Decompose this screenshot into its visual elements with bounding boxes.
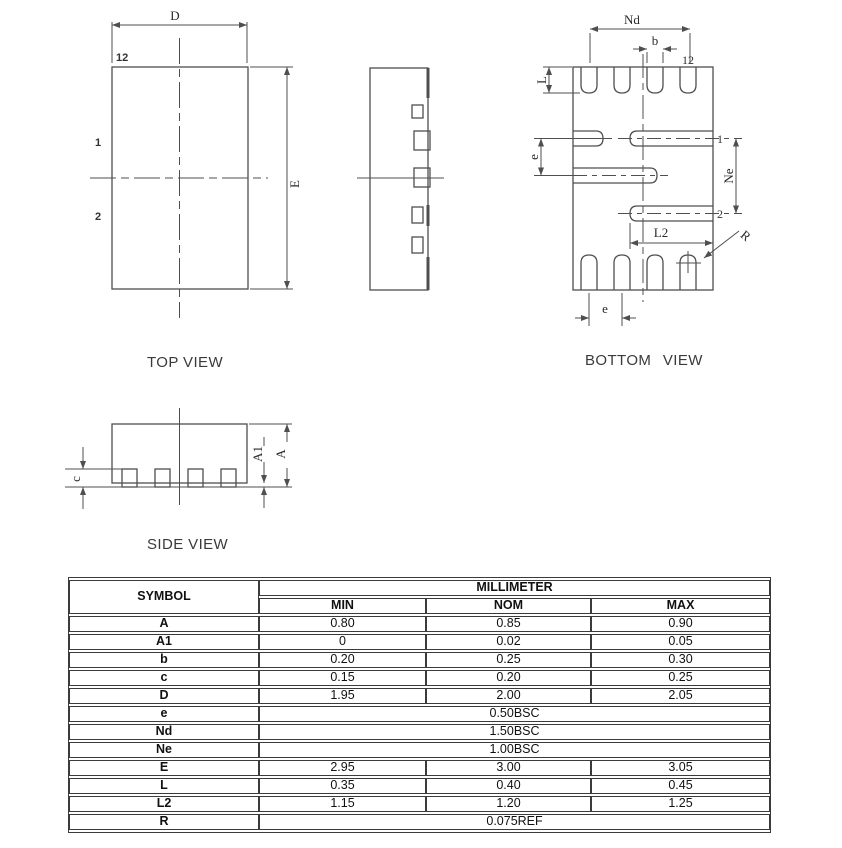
dim-label-b: b [651, 33, 659, 48]
symbol-cell: Nd [69, 724, 259, 740]
dim-label-e-left: e [526, 154, 541, 160]
table-row [69, 616, 770, 632]
max-cell: 2.05 [591, 688, 770, 704]
symbol-cell: R [69, 814, 259, 830]
dim-label-L2: L2 [653, 225, 669, 240]
top-slot [680, 67, 696, 93]
table-header-symbol: SYMBOL [69, 580, 259, 614]
top-view-title: TOP VIEW [147, 354, 223, 371]
min-cell: 0.20 [259, 652, 426, 668]
edge-pin [412, 237, 423, 253]
side-pad-pin2 [630, 206, 713, 221]
symbol-cell: A [69, 616, 259, 632]
top-view-pin12-label: 12 [116, 52, 129, 64]
table-header-min: MIN [259, 598, 426, 614]
max-cell: 0.45 [591, 778, 770, 794]
table-row [69, 634, 770, 650]
side-view-pin [122, 469, 137, 487]
symbol-cell: L [69, 778, 259, 794]
dimension-table [68, 577, 771, 833]
symbol-cell: c [69, 670, 259, 686]
symbol-cell: D [69, 688, 259, 704]
table-row [69, 742, 770, 758]
side-view-pin [221, 469, 236, 487]
table-header-max: MAX [591, 598, 770, 614]
bottom-slot [614, 255, 630, 290]
nom-cell: 0.02 [426, 634, 591, 650]
span-value-cell: 0.075REF [259, 814, 770, 830]
top-slot [581, 67, 597, 93]
side-pad-pin1 [630, 131, 713, 146]
leader-line-R [704, 231, 739, 258]
side-view-pin [188, 469, 203, 487]
table-row [69, 814, 770, 830]
top-slot [614, 67, 630, 93]
dim-label-e-bottom: e [602, 301, 608, 316]
top-slot [647, 67, 663, 93]
top-view-pin1-label: 1 [95, 137, 102, 149]
max-cell: 0.05 [591, 634, 770, 650]
edge-pin [412, 105, 423, 118]
max-cell: 0.25 [591, 670, 770, 686]
nom-cell: 0.20 [426, 670, 591, 686]
min-cell: 1.15 [259, 796, 426, 812]
bottom-slot [581, 255, 597, 290]
min-cell: 0.80 [259, 616, 426, 632]
table-row [69, 688, 770, 704]
symbol-cell: Ne [69, 742, 259, 758]
edge-body-outline [370, 68, 428, 290]
symbol-cell: E [69, 760, 259, 776]
max-cell: 0.90 [591, 616, 770, 632]
side-view-title: SIDE VIEW [147, 536, 229, 553]
nom-cell: 0.85 [426, 616, 591, 632]
max-cell: 3.05 [591, 760, 770, 776]
dim-label-R: R [737, 227, 755, 245]
bottom-view-title: BOTTOM VIEW [585, 352, 703, 369]
table-row [69, 652, 770, 668]
table-row [69, 796, 770, 812]
min-cell: 2.95 [259, 760, 426, 776]
max-cell: 0.30 [591, 652, 770, 668]
min-cell: 0.15 [259, 670, 426, 686]
table-row [69, 706, 770, 722]
nom-cell: 0.25 [426, 652, 591, 668]
dim-label-E: E [287, 180, 302, 188]
symbol-cell: b [69, 652, 259, 668]
nom-cell: 0.40 [426, 778, 591, 794]
min-cell: 1.95 [259, 688, 426, 704]
table-row [69, 724, 770, 740]
bottom-view-pin2-label: 2 [717, 207, 723, 221]
symbol-cell: A1 [69, 634, 259, 650]
bottom-slot [647, 255, 663, 290]
max-cell: 1.25 [591, 796, 770, 812]
table-row [69, 670, 770, 686]
table-row [69, 778, 770, 794]
dim-label-c: c [68, 476, 83, 482]
bottom-view-pin12-label: 12 [682, 53, 694, 67]
nom-cell: 2.00 [426, 688, 591, 704]
bottom-view-drawing [534, 29, 742, 326]
dim-label-Nd: Nd [624, 12, 640, 27]
dim-label-A1: A1 [250, 446, 265, 462]
nom-cell: 3.00 [426, 760, 591, 776]
span-value-cell: 1.50BSC [259, 724, 770, 740]
nom-cell: 1.20 [426, 796, 591, 812]
dim-label-A: A [273, 449, 288, 459]
dim-label-D: D [170, 8, 180, 23]
dim-label-L: L [534, 76, 549, 84]
top-view-drawing [90, 22, 293, 318]
table-header-millimeter: MILLIMETER [259, 580, 770, 596]
span-value-cell: 1.00BSC [259, 742, 770, 758]
top-view-pin2-label: 2 [95, 211, 102, 223]
bottom-view-pin1-label: 1 [717, 132, 723, 146]
edge-elevation-drawing [357, 68, 444, 290]
min-cell: 0.35 [259, 778, 426, 794]
side-view-pin [155, 469, 170, 487]
symbol-cell: L2 [69, 796, 259, 812]
symbol-cell: e [69, 706, 259, 722]
table-header-nom: NOM [426, 598, 591, 614]
dim-label-Ne: Ne [721, 168, 736, 184]
span-value-cell: 0.50BSC [259, 706, 770, 722]
edge-pin [412, 207, 423, 223]
min-cell: 0 [259, 634, 426, 650]
table-row [69, 760, 770, 776]
